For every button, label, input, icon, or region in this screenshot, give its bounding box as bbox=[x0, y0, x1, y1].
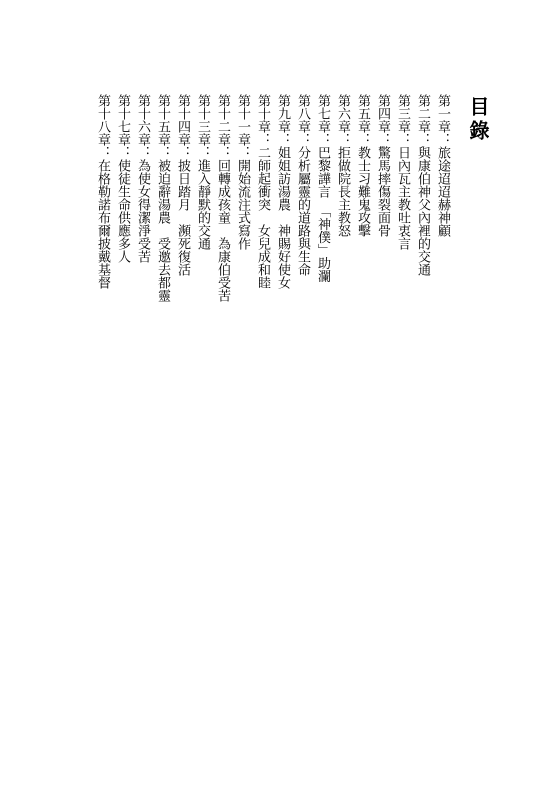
chapter-entry-12: 第十二章：回轉成孩童 為康伯受苦 bbox=[215, 94, 230, 302]
chapter-list bbox=[89, 94, 449, 302]
toc-title: 目錄 bbox=[466, 96, 490, 144]
chapter-entry-3: 第三章：日內瓦主教吐衷言 bbox=[395, 94, 410, 250]
chapter-entry-16: 第十六章：為使女得潔淨受苦 bbox=[135, 94, 150, 263]
chapter-entry-2: 第二章：與康伯神父內裡的交通 bbox=[415, 94, 430, 276]
chapter-entry-17: 第十七章：使徒生命供應多人 bbox=[115, 94, 130, 263]
chapter-entry-1: 第一章：旅途迢迢赫神顧 bbox=[435, 94, 450, 237]
chapter-entry-9: 第九章：姐姐訪湯農 神賜好使女 bbox=[275, 94, 290, 289]
chapter-entry-6: 第六章：拒做院長主教怒 bbox=[335, 94, 350, 237]
chapter-entry-13: 第十三章：進入靜默的交通 bbox=[195, 94, 210, 250]
chapter-entry-10: 第十章：二師起衝突 女兒成和睦 bbox=[255, 94, 270, 289]
chapter-entry-8: 第八章：分析屬靈的道路與生命 bbox=[295, 94, 310, 276]
chapter-entry-11: 第十一章：開始流注式寫作 bbox=[235, 94, 250, 250]
table-of-contents bbox=[89, 94, 489, 302]
chapter-entry-7: 第七章：巴黎譁言 「神僕」助瀾 bbox=[315, 94, 330, 283]
chapter-entry-14: 第十四章：披日踏月 瀕死復活 bbox=[175, 94, 190, 276]
chapter-entry-4: 第四章：驚馬摔傷裂面骨 bbox=[375, 94, 390, 237]
chapter-entry-18: 第十八章：在格勒諾布爾披戴基督 bbox=[95, 94, 110, 289]
chapter-entry-15: 第十五章：被迫辭湯農 受邀去都靈 bbox=[155, 94, 170, 302]
chapter-entry-5: 第五章：教士习難鬼攻擊 bbox=[355, 94, 370, 237]
